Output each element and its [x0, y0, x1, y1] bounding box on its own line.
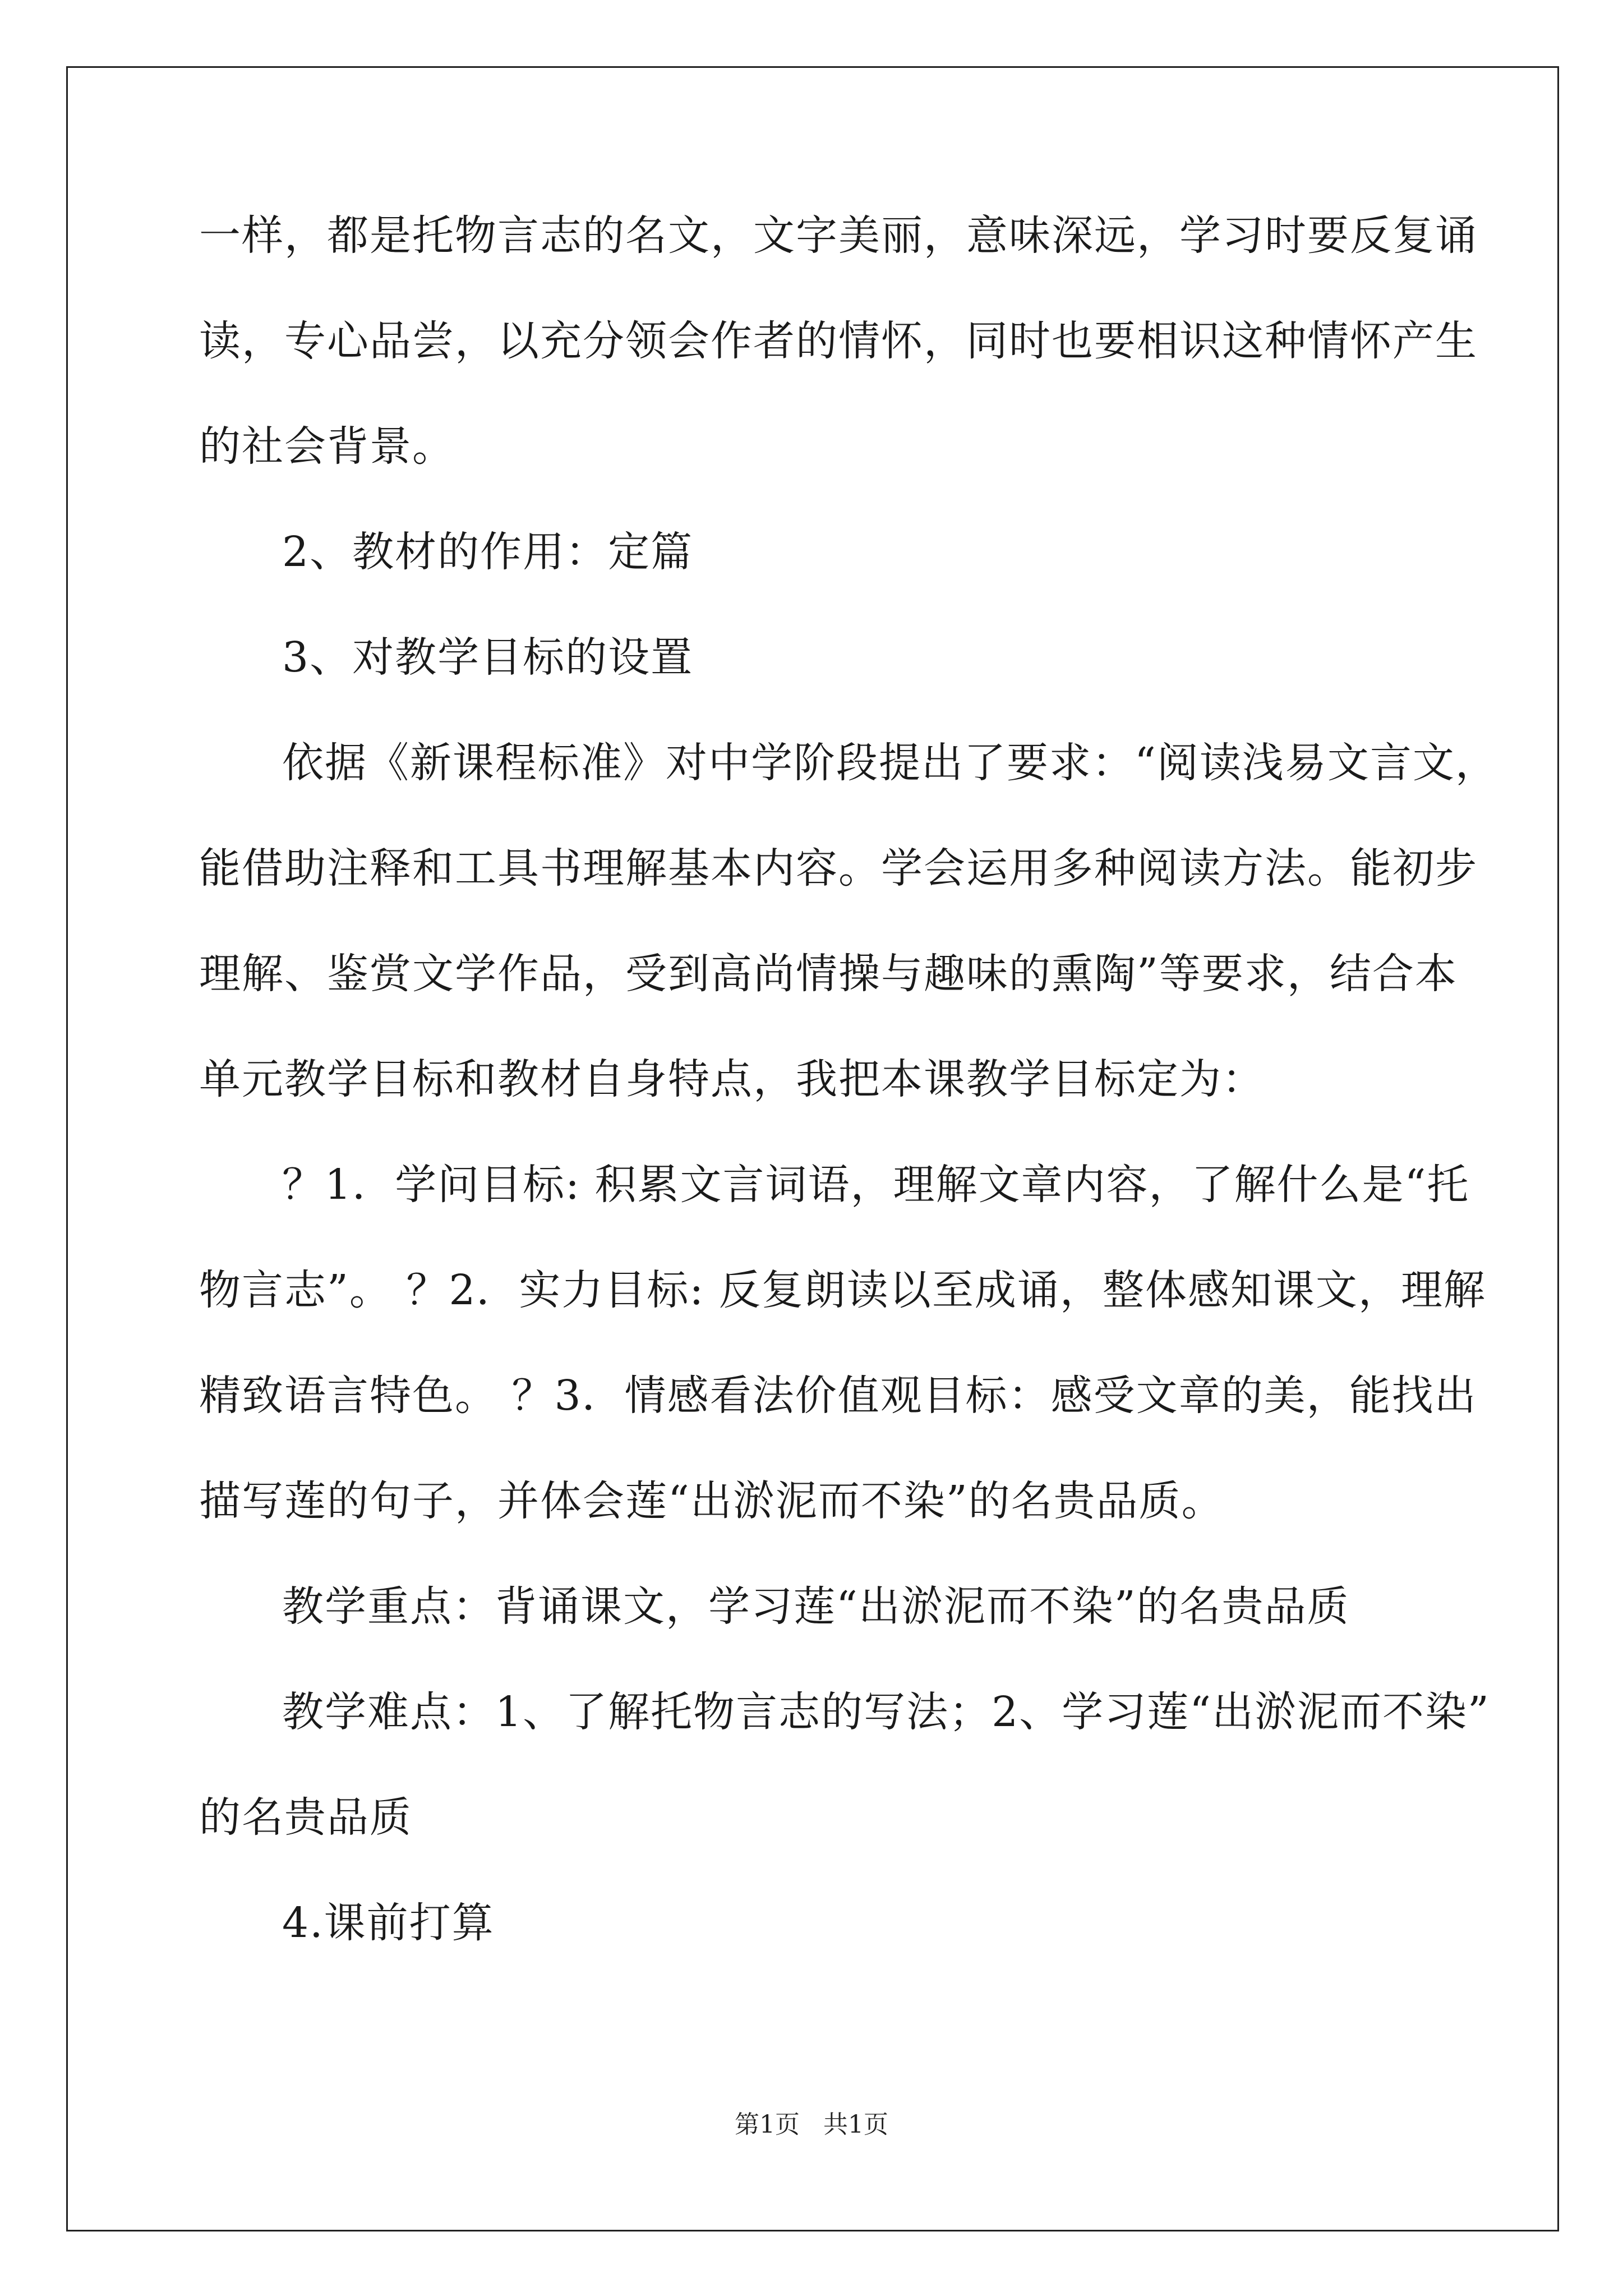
- page-total: 共1页: [823, 2110, 888, 2139]
- text-line: 描写莲的句子，并体会莲“出淤泥而不染”的名贵品质。: [199, 1477, 1224, 1525]
- text-line: 能借助注释和工具书理解基本内容。学会运用多种阅读方法。能初步: [199, 844, 1478, 892]
- text-line: ？1．学问目标: 积累文言词语，理解文章内容，了解什么是“托: [282, 1161, 1470, 1209]
- page-footer: [0, 2108, 1623, 2142]
- text-line: 的名贵品质: [199, 1793, 412, 1842]
- text-line: 依据《新课程标准》对中学阶段提出了要求：“阅读浅易文言文，: [282, 739, 1498, 787]
- page-number: 第1页: [735, 2110, 800, 2139]
- section-heading: 3、对教学目标的设置: [282, 633, 694, 682]
- text-line: 理解、鉴赏文学作品，受到高尚情操与趣味的熏陶”等要求，结合本: [199, 950, 1458, 998]
- text-line: 单元教学目标和教材自身特点，我把本课教学目标定为：: [199, 1055, 1265, 1103]
- text-line: 物言志”。 ？2．实力目标: 反复朗读以至成诵，整体感知课文，理解: [199, 1266, 1486, 1314]
- text-line: 读，专心品尝，以充分领会作者的情怀，同时也要相识这种情怀产生: [199, 317, 1478, 365]
- text-line: 教学难点：1、了解托物言志的写法；2、学习莲“出淤泥而不染”: [282, 1688, 1490, 1736]
- text-line: 教学重点：背诵课文，学习莲“出淤泥而不染”的名贵品质: [282, 1582, 1350, 1631]
- section-heading: 2、教材的作用：定篇: [282, 528, 694, 576]
- text-line: 的社会背景。: [199, 422, 455, 471]
- text-line: 一样，都是托物言志的名文，文字美丽，意味深远，学习时要反复诵: [199, 211, 1478, 260]
- section-heading: 4.课前打算: [282, 1899, 495, 1947]
- text-line: 精致语言特色。 ？3．情感看法价值观目标：感受文章的美，能找出: [199, 1372, 1477, 1420]
